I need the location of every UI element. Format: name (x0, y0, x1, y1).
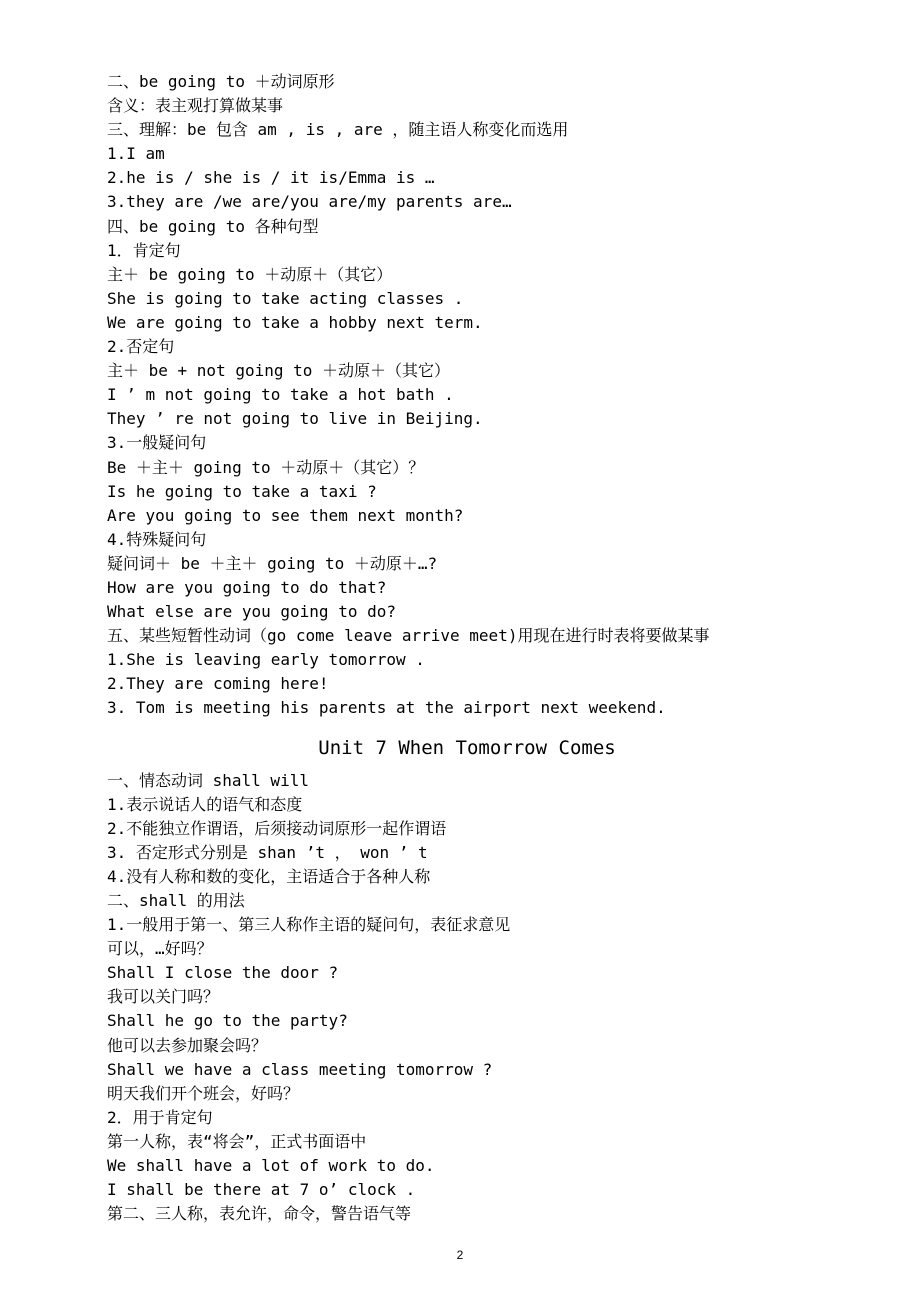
grammar-section-shall-will (107, 769, 827, 1227)
text-line: 三、理解：be 包含 am , is , are ，随主语人称变化而选用 (107, 120, 569, 140)
text-line: What else are you going to do? (107, 602, 396, 622)
text-line: 4.没有人称和数的变化，主语适合于各种人称 (107, 866, 431, 886)
text-line: I shall be there at 7 o’ clock . (107, 1180, 416, 1200)
text-line: We shall have a lot of work to do. (107, 1156, 435, 1176)
text-line: 2.不能独立作谓语，后须接动词原形一起作谓语 (107, 818, 447, 838)
text-line: She is going to take acting classes . (107, 288, 464, 308)
text-line: 1.表示说话人的语气和态度 (107, 794, 303, 814)
text-line: 主＋ be + not going to ＋动原＋（其它） (107, 361, 451, 381)
text-line: 二、shall 的用法 (107, 891, 245, 910)
unit-title: Unit 7 When Tomorrow Comes (318, 736, 616, 759)
text-line: Shall he go to the party? (107, 1011, 348, 1031)
text-line: 第二、三人称，表允许，命令，警告语气等 (107, 1204, 412, 1224)
text-line: I ’ m not going to take a hot bath . (107, 385, 454, 405)
text-line: 3.一般疑问句 (107, 433, 207, 453)
text-line: 第一人称，表“将会”，正式书面语中 (107, 1131, 367, 1151)
text-line: 2．用于肯定句 (107, 1107, 213, 1127)
text-line: 1.I am (107, 144, 165, 164)
page-content (107, 70, 827, 1226)
text-line: 1.一般用于第一、第三人称作主语的疑问句，表征求意见 (107, 915, 511, 935)
text-line: 3. 否定形式分别是 shan ’t ， won ’ t (107, 842, 428, 862)
text-line: Shall we have a class meeting tomorrow ? (107, 1059, 493, 1079)
text-line: 含义：表主观打算做某事 (107, 96, 284, 116)
text-line: Shall I close the door ? (107, 963, 339, 983)
text-line: How are you going to do that? (107, 577, 387, 597)
text-line: Be ＋主＋ going to ＋动原＋（其它）？ (107, 457, 425, 477)
text-line: We are going to take a hobby next term. (107, 312, 483, 332)
text-line: 4.特殊疑问句 (107, 529, 207, 549)
text-line: 四、be going to 各种句型 (107, 216, 319, 236)
text-line: They ’ re not going to live in Beijing. (107, 409, 483, 429)
text-line: Are you going to see them next month? (107, 505, 464, 525)
text-line: 1.She is leaving early tomorrow . (107, 650, 425, 670)
text-line: 明天我们开个班会，好吗？ (107, 1083, 300, 1103)
text-line: 2.They are coming here! (107, 674, 329, 694)
text-line: 五、某些短暂性动词（go come leave arrive meet)用现在进行时表将要做某事 (107, 626, 710, 646)
text-line: 一、情态动词 shall will (107, 770, 309, 790)
text-line: 3. Tom is meeting his parents at the airport next weekend. (107, 698, 666, 718)
text-line: 他可以去参加聚会吗？ (107, 1035, 268, 1055)
text-line: 可以，…好吗？ (107, 939, 213, 959)
text-line: 主＋ be going to ＋动原＋（其它） (107, 264, 393, 284)
text-line: 1．肯定句 (107, 240, 181, 260)
page-number: 2 (456, 1248, 464, 1262)
text-line: 2.he is / she is / it is/Emma is … (107, 168, 435, 188)
text-line: 2.否定句 (107, 337, 175, 357)
text-line: 3.they are /we are/you are/my parents are… (107, 192, 512, 212)
grammar-section-be-going-to (107, 70, 827, 721)
text-line: 疑问词＋ be ＋主＋ going to ＋动原＋…? (107, 553, 438, 573)
text-line: 二、be going to ＋动词原形 (107, 72, 335, 91)
text-line: Is he going to take a taxi ? (107, 481, 377, 501)
text-line: 我可以关门吗？ (107, 987, 220, 1007)
